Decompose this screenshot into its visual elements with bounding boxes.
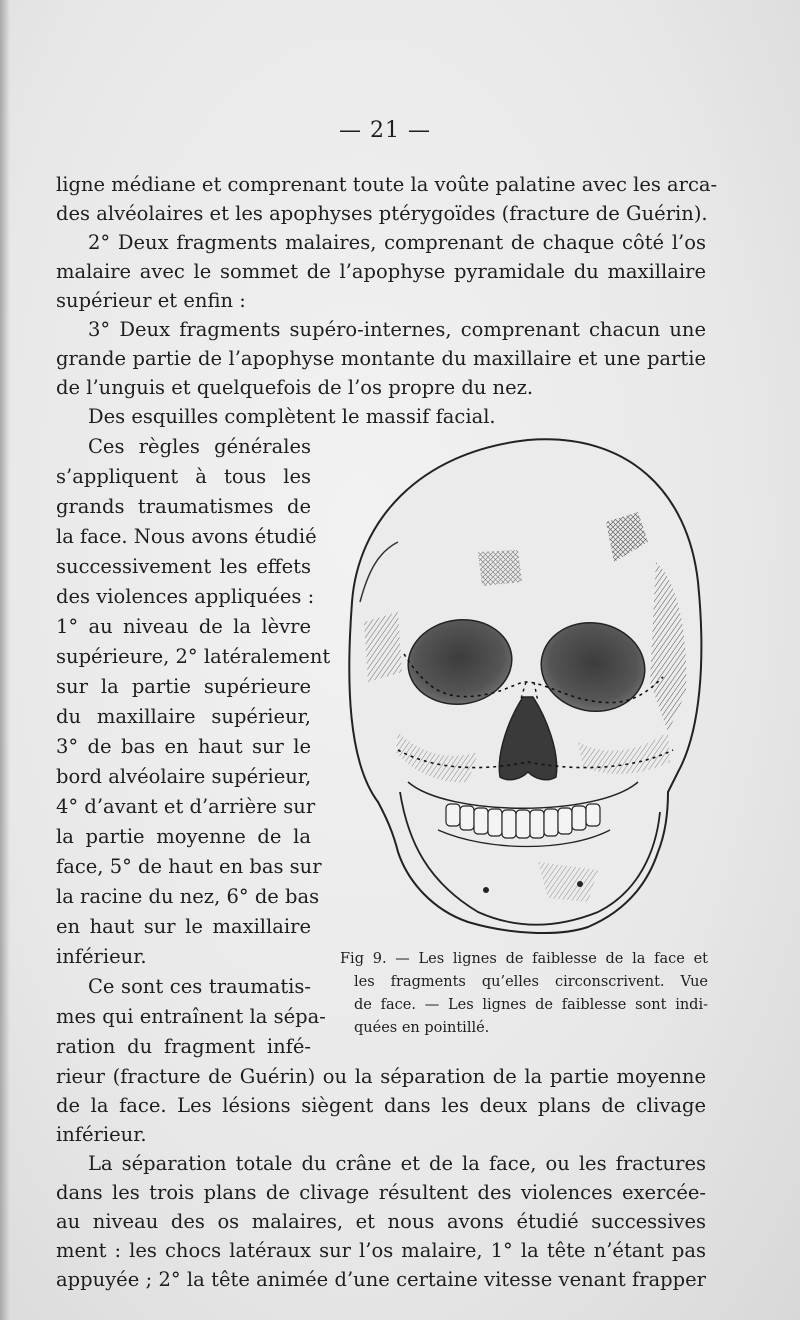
text-line: supérieure, 2° latéralement xyxy=(56,645,331,668)
text-line: Ces règles générales xyxy=(88,435,311,458)
text-line: du maxillaire supérieur, xyxy=(56,705,311,728)
text-line: 1° au niveau de la lèvre xyxy=(56,615,311,638)
text-line: supérieur et enfin : xyxy=(56,289,246,312)
text-line: de l’unguis et quelquefois de l’os propre du nez. xyxy=(56,376,534,399)
caption-line: de face. — Les lignes de faiblesse sont indi- xyxy=(354,997,708,1013)
text-line: ment : les chocs latéraux sur l’os malaire, 1° la tête n’étant pas xyxy=(56,1239,706,1262)
text-line: Ce sont ces traumatis- xyxy=(88,975,311,998)
text-line: grands traumatismes de xyxy=(56,495,311,518)
text-line: mes qui entraînent la sépa- xyxy=(56,1005,326,1028)
text-line: s’appliquent à tous les xyxy=(56,465,311,488)
text-line: la face. Nous avons étudié xyxy=(56,525,317,548)
text-line: Des esquilles complètent le massif facial. xyxy=(88,405,496,428)
text-line: 3° Deux fragments supéro-internes, comprenant chacun une xyxy=(88,318,706,341)
caption-line: les fragments qu’elles circonscrivent. Vue xyxy=(354,974,708,990)
text-line: 2° Deux fragments malaires, comprenant de chaque côté l’os xyxy=(88,231,706,254)
skull-illustration xyxy=(338,432,710,942)
page-edge-shadow xyxy=(0,0,10,1320)
text-line: malaire avec le sommet de l’apophyse pyramidale du maxillaire xyxy=(56,260,706,283)
text-line: successivement les effets xyxy=(56,555,311,578)
text-line: en haut sur le maxillaire xyxy=(56,915,311,938)
text-line: dans les trois plans de clivage résultent des violences exercée- xyxy=(56,1181,706,1204)
page-number: — 21 — xyxy=(339,118,431,143)
text-line: au niveau des os malaires, et nous avons étudié successives xyxy=(56,1210,706,1233)
text-line: 3° de bas en haut sur le xyxy=(56,735,311,758)
text-line: des alvéolaires et les apophyses ptérygoïdes (fracture de Guérin). xyxy=(56,202,708,225)
text-line: appuyée ; 2° la tête animée d’une certaine vitesse venant frapper xyxy=(56,1268,706,1291)
text-line: sur la partie supérieure xyxy=(56,675,311,698)
text-line: de la face. Les lésions siègent dans les deux plans de clivage xyxy=(56,1094,706,1117)
text-line: 4° d’avant et d’arrière sur xyxy=(56,795,316,818)
text-line: inférieur. xyxy=(56,1123,147,1146)
text-line: inférieur. xyxy=(56,945,147,968)
text-line: La séparation totale du crâne et de la face, ou les fractures xyxy=(88,1152,706,1175)
caption-line: Fig 9. — Les lignes de faiblesse de la face et xyxy=(340,951,708,967)
figure-caption xyxy=(340,948,710,1040)
text-line: la partie moyenne de la xyxy=(56,825,311,848)
text-line: bord alvéolaire supérieur, xyxy=(56,765,312,788)
text-line: la racine du nez, 6° de bas xyxy=(56,885,320,908)
text-line: grande partie de l’apophyse montante du maxillaire et une partie xyxy=(56,347,706,370)
text-line: ration du fragment infé- xyxy=(56,1035,311,1058)
text-line: rieur (fracture de Guérin) ou la séparation de la partie moyenne xyxy=(56,1065,706,1088)
text-line: face, 5° de haut en bas sur xyxy=(56,855,322,878)
text-line: ligne médiane et comprenant toute la voûte palatine avec les arca- xyxy=(56,173,718,196)
caption-line: quées en pointillé. xyxy=(354,1020,490,1036)
text-line: des violences appliquées : xyxy=(56,585,315,608)
